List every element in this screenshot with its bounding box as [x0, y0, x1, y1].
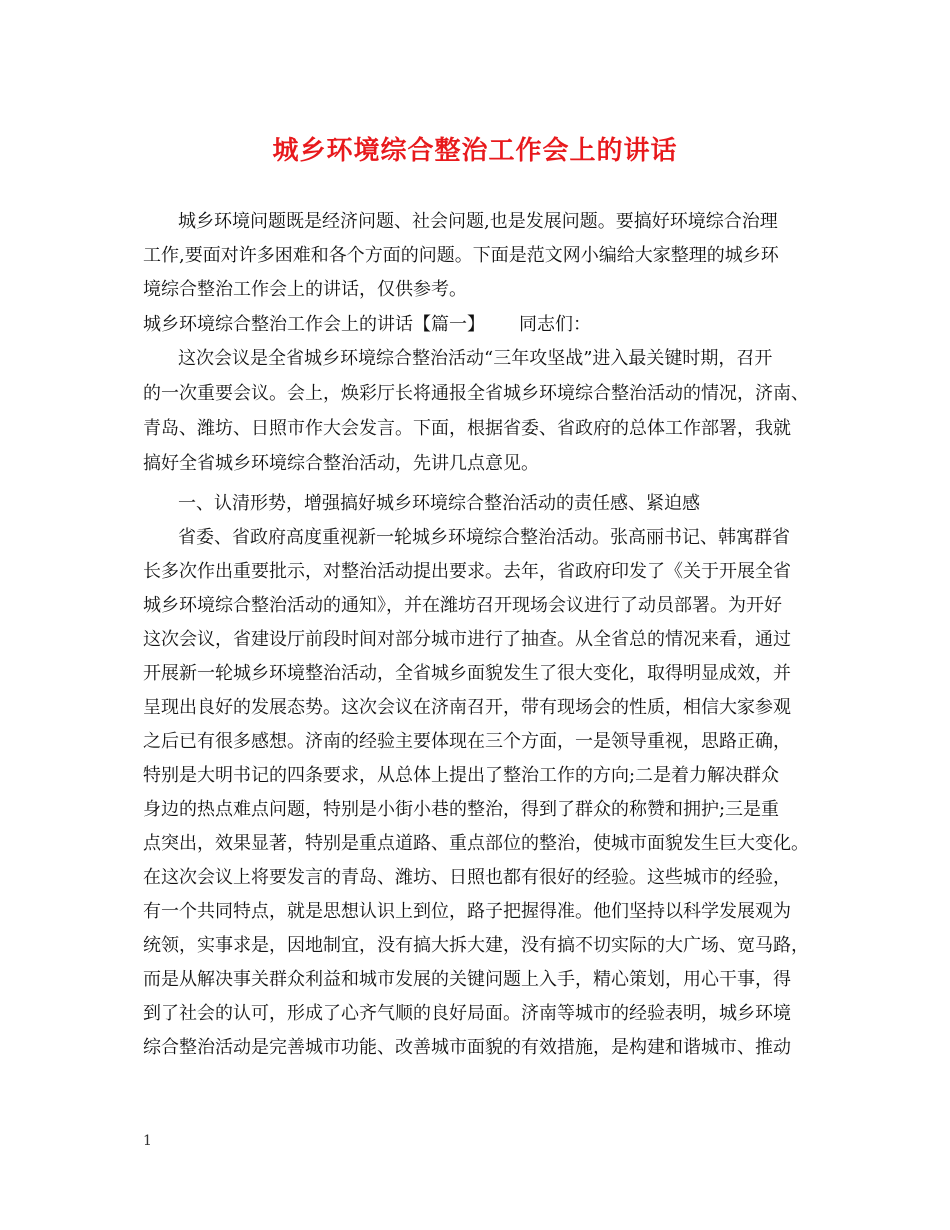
paragraph-line: 到了社会的认可，形成了心齐气顺的良好局面。济南等城市的经验表明，城乡环境: [143, 1003, 791, 1024]
intro-line: 境综合整治工作会上的讲话，仅供参考。: [143, 279, 467, 300]
paragraph-line: 身边的热点难点问题，特别是小街小巷的整治，得到了群众的称赞和拥护;三是重: [143, 799, 780, 820]
document-title: 城乡环境综合整治工作会上的讲话: [272, 136, 678, 166]
salutation: 同志们：: [519, 314, 591, 335]
point-heading: 一、认清形势，增强搞好城乡环境综合整治活动的责任感、紧迫感: [178, 493, 700, 514]
paragraph-line: 有一个共同特点，就是思想认识上到位，路子把握得准。他们坚持以科学发展观为: [143, 901, 791, 922]
paragraph-line: 这次会议是全省城乡环境综合整治活动“三年攻坚战”进入最关键时期，召开: [178, 348, 773, 369]
paragraph-line: 综合整治活动是完善城市功能、改善城市面貌的有效措施，是构建和谐城市、推动: [143, 1037, 791, 1058]
paragraph-line: 之后已有很多感想。济南的经验主要体现在三个方面，一是领导重视，思路正确，: [143, 731, 791, 752]
intro-line: 城乡环境问题既是经济问题、社会问题,也是发展问题。要搞好环境综合治理: [178, 211, 778, 232]
paragraph-line: 这次会议，省建设厅前段时间对部分城市进行了抽查。从全省总的情况来看，通过: [143, 629, 791, 650]
paragraph-line: 统领，实事求是，因地制宜，没有搞大拆大建，没有搞不切实际的大广场、宽马路，: [143, 935, 809, 956]
paragraph-line: 青岛、潍坊、日照市作大会发言。下面，根据省委、省政府的总体工作部署，我就: [143, 418, 791, 439]
paragraph-line: 点突出，效果显著，特别是重点道路、重点部位的整治，使城市面貌发生巨大变化。: [143, 833, 809, 854]
intro-line: 工作,要面对许多困难和各个方面的问题。下面是范文网小编给大家整理的城乡环: [143, 245, 779, 266]
section-heading: 城乡环境综合整治工作会上的讲话【篇一】: [143, 314, 485, 335]
paragraph-line: 特别是大明书记的四条要求，从总体上提出了整治工作的方向;二是着力解决群众: [143, 765, 780, 786]
paragraph-line: 城乡环境综合整治活动的通知》，并在潍坊召开现场会议进行了动员部署。为开好: [143, 595, 782, 616]
paragraph-line: 省委、省政府高度重视新一轮城乡环境综合整治活动。张高丽书记、韩寓群省: [178, 527, 790, 548]
paragraph-line: 搞好全省城乡环境综合整治活动，先讲几点意见。: [143, 453, 539, 474]
paragraph-line: 在这次会议上将要发言的青岛、潍坊、日照也都有很好的经验。这些城市的经验，: [143, 867, 791, 888]
paragraph-line: 的一次重要会议。会上，焕彩厅长将通报全省城乡环境综合整治活动的情况，济南、: [143, 383, 809, 404]
paragraph-line: 长多次作出重要批示，对整治活动提出要求。去年，省政府印发了《关于开展全省: [143, 561, 791, 582]
page-number: 1: [143, 1133, 152, 1149]
paragraph-line: 开展新一轮城乡环境整治活动，全省城乡面貌发生了很大变化，取得明显成效，并: [143, 663, 791, 684]
paragraph-line: 而是从解决事关群众利益和城市发展的关键问题上入手，精心策划，用心干事，得: [143, 969, 791, 990]
section-heading-line: [143, 313, 591, 337]
paragraph-line: 呈现出良好的发展态势。这次会议在济南召开，带有现场会的性质，相信大家参观: [143, 697, 791, 718]
